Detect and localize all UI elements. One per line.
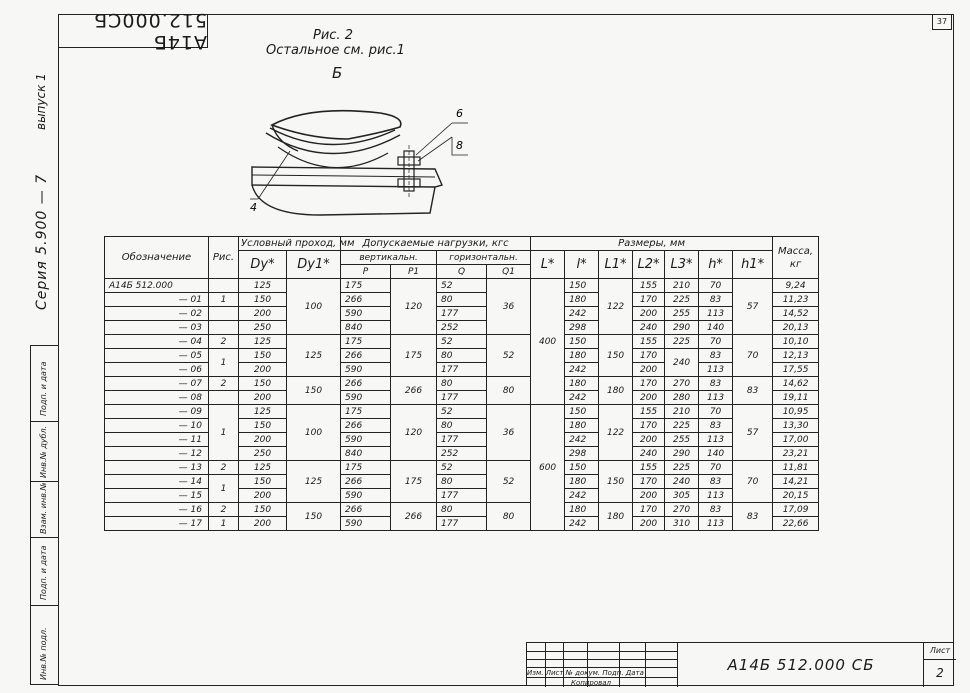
strip-label: Инв.№ подл. xyxy=(39,627,48,680)
cell-l1: 122 xyxy=(599,279,633,335)
cell-q1: 52 xyxy=(487,335,531,377)
cell-l: 242 xyxy=(565,363,599,377)
cell-q: 52 xyxy=(437,405,487,419)
cell-h: 83 xyxy=(699,349,733,363)
cell-l: 180 xyxy=(565,419,599,433)
cell-dy1: 125 xyxy=(287,461,341,503)
cell-q1: 80 xyxy=(487,377,531,405)
header-nominal-bore: Условный проход, мм xyxy=(239,237,341,251)
header-p: P xyxy=(341,265,391,279)
cell-mass: 19,11 xyxy=(773,391,819,405)
table-row xyxy=(105,405,819,419)
header-q1: Q1 xyxy=(487,265,531,279)
figure-view-label: Б xyxy=(332,64,343,82)
cell-l2: 170 xyxy=(633,419,665,433)
strip-cell xyxy=(31,346,59,422)
strip-cell xyxy=(31,422,59,482)
cell-l2: 155 xyxy=(633,335,665,349)
cell-mass: 14,62 xyxy=(773,377,819,391)
cell-dy1: 150 xyxy=(287,377,341,405)
cell-q: 52 xyxy=(437,279,487,293)
cell-mass: 11,81 xyxy=(773,461,819,475)
cell-p: 175 xyxy=(341,405,391,419)
header-l3: L3* xyxy=(665,251,699,279)
cell-l3: 255 xyxy=(665,307,699,321)
cell-q: 80 xyxy=(437,377,487,391)
cell-mass: 10,10 xyxy=(773,335,819,349)
table-row xyxy=(105,279,819,293)
cell-p1: 175 xyxy=(391,335,437,377)
cell-dy: 200 xyxy=(239,363,287,377)
cell-dy: 150 xyxy=(239,377,287,391)
cell-designation: — 05 xyxy=(105,349,209,363)
cell-l3: 225 xyxy=(665,419,699,433)
cell-l1: 150 xyxy=(599,461,633,503)
cell-dy: 200 xyxy=(239,433,287,447)
cell-l2: 170 xyxy=(633,475,665,489)
title-block xyxy=(526,642,954,686)
title-block-code: А14Б 512.000 СБ xyxy=(677,643,924,687)
cell-fig: 1 xyxy=(209,517,239,531)
cell-mass: 22,66 xyxy=(773,517,819,531)
cell-l: 150 xyxy=(565,405,599,419)
cell-l3: 310 xyxy=(665,517,699,531)
cell-l2: 170 xyxy=(633,377,665,391)
cell-h: 83 xyxy=(699,475,733,489)
header-l1: L1* xyxy=(599,251,633,279)
cell-mass: 17,09 xyxy=(773,503,819,517)
cell-h: 83 xyxy=(699,503,733,517)
cell-mass: 23,21 xyxy=(773,447,819,461)
cell-designation: — 15 xyxy=(105,489,209,503)
cell-l: 150 xyxy=(565,279,599,293)
cell-designation: — 01 xyxy=(105,293,209,307)
cell-dy: 150 xyxy=(239,503,287,517)
table-row xyxy=(105,377,819,391)
cell-mass: 17,55 xyxy=(773,363,819,377)
cell-l3: 240 xyxy=(665,475,699,489)
cell-l: 150 xyxy=(565,335,599,349)
cell-l2: 200 xyxy=(633,433,665,447)
cell-fig: 1 xyxy=(209,405,239,461)
cell-dy: 200 xyxy=(239,489,287,503)
cell-dy: 125 xyxy=(239,335,287,349)
cell-h: 140 xyxy=(699,447,733,461)
cell-l2: 200 xyxy=(633,391,665,405)
cell-fig: 2 xyxy=(209,377,239,391)
cell-l1: 180 xyxy=(599,377,633,405)
cell-h: 113 xyxy=(699,363,733,377)
cell-dy: 200 xyxy=(239,307,287,321)
cell-l2: 155 xyxy=(633,461,665,475)
support-drawing xyxy=(230,95,490,225)
cell-h: 140 xyxy=(699,321,733,335)
cell-h: 113 xyxy=(699,489,733,503)
cell-fig xyxy=(209,279,239,293)
cell-designation: — 14 xyxy=(105,475,209,489)
cell-q: 52 xyxy=(437,461,487,475)
header-dy1: Dу1* xyxy=(287,251,341,279)
strip-label: Взам. инв.№ xyxy=(39,482,48,534)
cell-p: 266 xyxy=(341,475,391,489)
cell-h: 70 xyxy=(699,279,733,293)
table-row xyxy=(105,461,819,475)
cell-designation: — 04 xyxy=(105,335,209,349)
cell-l3: 240 xyxy=(665,349,699,377)
cell-p: 266 xyxy=(341,349,391,363)
cell-h: 70 xyxy=(699,335,733,349)
cell-fig: 2 xyxy=(209,335,239,349)
table-row xyxy=(105,335,819,349)
cell-p: 266 xyxy=(341,377,391,391)
cell-h: 113 xyxy=(699,307,733,321)
header-h: h* xyxy=(699,251,733,279)
cell-mass: 13,30 xyxy=(773,419,819,433)
cell-p: 266 xyxy=(341,419,391,433)
cell-l: 242 xyxy=(565,517,599,531)
cell-l2: 155 xyxy=(633,405,665,419)
sheet-label: Лист xyxy=(924,643,956,660)
cell-dy: 125 xyxy=(239,279,287,293)
cell-l3: 225 xyxy=(665,461,699,475)
cell-l: 180 xyxy=(565,293,599,307)
cell-dy1: 100 xyxy=(287,279,341,335)
cell-dy: 250 xyxy=(239,447,287,461)
cell-fig xyxy=(209,391,239,405)
table-row xyxy=(105,517,819,531)
cell-h: 83 xyxy=(699,419,733,433)
cell-l: 180 xyxy=(565,503,599,517)
cell-p: 266 xyxy=(341,293,391,307)
cell-designation: А14Б 512.000 xyxy=(105,279,209,293)
cell-p: 175 xyxy=(341,461,391,475)
cell-dy1: 125 xyxy=(287,335,341,377)
cell-h: 113 xyxy=(699,517,733,531)
cell-q: 177 xyxy=(437,307,487,321)
cell-dy: 150 xyxy=(239,419,287,433)
table-row xyxy=(105,307,819,321)
sheet-number: 2 xyxy=(936,666,944,680)
specification-table xyxy=(104,236,819,531)
header-vertical: вертикальн. xyxy=(341,251,437,265)
cell-designation: — 10 xyxy=(105,419,209,433)
cell-l2: 170 xyxy=(633,293,665,307)
sheet-box xyxy=(923,643,956,687)
cell-mass: 9,24 xyxy=(773,279,819,293)
header-l: l* xyxy=(565,251,599,279)
cell-l3: 225 xyxy=(665,335,699,349)
cell-fig: 2 xyxy=(209,461,239,475)
header-p1: P1 xyxy=(391,265,437,279)
cell-l3: 270 xyxy=(665,503,699,517)
figure-callout-6: 6 xyxy=(456,107,463,120)
cell-designation: — 07 xyxy=(105,377,209,391)
table-row xyxy=(105,475,819,489)
cell-h: 83 xyxy=(699,293,733,307)
table-row xyxy=(105,349,819,363)
cell-l: 180 xyxy=(565,349,599,363)
cell-L: 600 xyxy=(531,405,565,531)
cell-p1: 175 xyxy=(391,461,437,503)
cell-l3: 305 xyxy=(665,489,699,503)
cell-l1: 180 xyxy=(599,503,633,531)
cell-designation: — 13 xyxy=(105,461,209,475)
cell-designation: — 08 xyxy=(105,391,209,405)
header-allowable-loads: Допускаемые нагрузки, кгс xyxy=(341,237,531,251)
cell-mass: 20,13 xyxy=(773,321,819,335)
cell-p1: 266 xyxy=(391,503,437,531)
cell-p: 590 xyxy=(341,391,391,405)
table-row xyxy=(105,391,819,405)
cell-h1: 83 xyxy=(733,503,773,531)
strip-cell xyxy=(31,538,59,606)
cell-q1: 80 xyxy=(487,503,531,531)
cell-p: 590 xyxy=(341,489,391,503)
cell-q: 80 xyxy=(437,419,487,433)
cell-h1: 57 xyxy=(733,279,773,335)
cell-p1: 120 xyxy=(391,405,437,461)
cell-q: 80 xyxy=(437,503,487,517)
cell-dy: 150 xyxy=(239,293,287,307)
header-L: L* xyxy=(531,251,565,279)
cell-dy: 150 xyxy=(239,475,287,489)
cell-designation: — 06 xyxy=(105,363,209,377)
cell-l: 242 xyxy=(565,307,599,321)
table-row xyxy=(105,293,819,307)
strip-label: Подп. и дата xyxy=(39,361,48,416)
cell-l3: 225 xyxy=(665,293,699,307)
figure-title: Рис. 2 xyxy=(313,28,353,43)
header-horizontal: горизонтальн. xyxy=(437,251,531,265)
cell-p: 175 xyxy=(341,279,391,293)
header-dimensions: Размеры, мм xyxy=(531,237,773,251)
cell-p: 590 xyxy=(341,517,391,531)
cell-mass: 14,21 xyxy=(773,475,819,489)
cell-h: 83 xyxy=(699,377,733,391)
table-row xyxy=(105,321,819,335)
cell-l2: 200 xyxy=(633,307,665,321)
cell-q: 177 xyxy=(437,433,487,447)
cell-l2: 170 xyxy=(633,349,665,363)
header-dy: Dу* xyxy=(239,251,287,279)
left-signature-strip xyxy=(30,345,58,685)
strip-label: Инв.№ дубл. xyxy=(39,425,48,478)
cell-l3: 270 xyxy=(665,377,699,391)
cell-l3: 280 xyxy=(665,391,699,405)
table-row xyxy=(105,503,819,517)
cell-q1: 36 xyxy=(487,405,531,461)
figure-callout-4: 4 xyxy=(250,201,257,214)
figure-callout-8: 8 xyxy=(456,139,463,152)
cell-fig xyxy=(209,307,239,321)
header-l2: L2* xyxy=(633,251,665,279)
cell-l: 150 xyxy=(565,461,599,475)
cell-l3: 290 xyxy=(665,321,699,335)
cell-h: 70 xyxy=(699,461,733,475)
header-h1: h1* xyxy=(733,251,773,279)
cell-dy: 150 xyxy=(239,349,287,363)
cell-h1: 83 xyxy=(733,377,773,405)
cell-l3: 210 xyxy=(665,279,699,293)
cell-mass: 14,52 xyxy=(773,307,819,321)
header-designation: Обозначение xyxy=(105,237,209,279)
cell-q1: 52 xyxy=(487,461,531,503)
header-q: Q xyxy=(437,265,487,279)
header-fig: Рис. xyxy=(209,237,239,279)
cell-designation: — 16 xyxy=(105,503,209,517)
cell-p1: 266 xyxy=(391,377,437,405)
cell-dy: 125 xyxy=(239,461,287,475)
header-mass: Масса, кг xyxy=(773,237,819,279)
cell-designation: — 02 xyxy=(105,307,209,321)
cell-dy: 200 xyxy=(239,517,287,531)
cell-q: 177 xyxy=(437,517,487,531)
cell-designation: — 12 xyxy=(105,447,209,461)
cell-l: 242 xyxy=(565,433,599,447)
cell-mass: 11,23 xyxy=(773,293,819,307)
cell-l3: 290 xyxy=(665,447,699,461)
cell-q1: 36 xyxy=(487,279,531,335)
cell-p: 266 xyxy=(341,503,391,517)
cell-h: 70 xyxy=(699,405,733,419)
cell-dy: 200 xyxy=(239,391,287,405)
cell-l: 180 xyxy=(565,377,599,391)
cell-fig xyxy=(209,321,239,335)
cell-l1: 150 xyxy=(599,335,633,377)
cell-mass: 17,00 xyxy=(773,433,819,447)
cell-q: 80 xyxy=(437,349,487,363)
cell-q: 252 xyxy=(437,447,487,461)
cell-designation: — 11 xyxy=(105,433,209,447)
strip-cell xyxy=(31,482,59,538)
cell-h1: 70 xyxy=(733,335,773,377)
cell-l: 242 xyxy=(565,489,599,503)
strip-cell xyxy=(31,606,59,686)
cell-p: 590 xyxy=(341,363,391,377)
cell-designation: — 09 xyxy=(105,405,209,419)
cell-p: 590 xyxy=(341,307,391,321)
cell-l2: 200 xyxy=(633,517,665,531)
cell-h: 113 xyxy=(699,433,733,447)
strip-label: Подп. и дата xyxy=(39,545,48,600)
cell-l2: 240 xyxy=(633,321,665,335)
cell-designation: — 03 xyxy=(105,321,209,335)
cell-l: 298 xyxy=(565,447,599,461)
cell-q: 80 xyxy=(437,293,487,307)
cell-fig: 1 xyxy=(209,293,239,307)
cell-fig: 1 xyxy=(209,475,239,503)
cell-l2: 200 xyxy=(633,363,665,377)
sheet-corner-number: 37 xyxy=(932,14,952,30)
cell-l1: 122 xyxy=(599,405,633,461)
cell-p1: 120 xyxy=(391,279,437,335)
cell-l2: 170 xyxy=(633,503,665,517)
cell-L: 400 xyxy=(531,279,565,405)
cell-h: 113 xyxy=(699,391,733,405)
cell-p: 590 xyxy=(341,433,391,447)
cell-h1: 70 xyxy=(733,461,773,503)
cell-fig: 2 xyxy=(209,503,239,517)
cell-l2: 200 xyxy=(633,489,665,503)
cell-l: 242 xyxy=(565,391,599,405)
cell-l3: 210 xyxy=(665,405,699,419)
cell-l3: 255 xyxy=(665,433,699,447)
side-issue: выпуск 1 xyxy=(34,73,48,130)
cell-mass: 12,13 xyxy=(773,349,819,363)
cell-p: 175 xyxy=(341,335,391,349)
cell-l2: 155 xyxy=(633,279,665,293)
cell-p: 840 xyxy=(341,321,391,335)
drawing-code-stamp xyxy=(58,9,208,53)
cell-dy: 250 xyxy=(239,321,287,335)
revision-labels: Изм. Лист № докум. Подп. Дата xyxy=(527,669,644,677)
cell-q: 80 xyxy=(437,475,487,489)
cell-q: 177 xyxy=(437,391,487,405)
cell-q: 252 xyxy=(437,321,487,335)
cell-mass: 20,15 xyxy=(773,489,819,503)
cell-mass: 10,95 xyxy=(773,405,819,419)
cell-l: 180 xyxy=(565,475,599,489)
cell-designation: — 17 xyxy=(105,517,209,531)
figure-note: Остальное см. рис.1 xyxy=(266,43,405,58)
side-series: Серия 5.900 — 7 xyxy=(34,173,50,310)
cell-h1: 57 xyxy=(733,405,773,461)
cell-dy1: 100 xyxy=(287,405,341,461)
cell-q: 52 xyxy=(437,335,487,349)
cell-l: 298 xyxy=(565,321,599,335)
cell-fig: 1 xyxy=(209,349,239,377)
copied-label: Копировал xyxy=(571,679,611,687)
cell-dy: 125 xyxy=(239,405,287,419)
cell-q: 177 xyxy=(437,363,487,377)
drawing-code-top: А14Б 512.000СБ xyxy=(93,9,207,53)
cell-l2: 240 xyxy=(633,447,665,461)
cell-p: 840 xyxy=(341,447,391,461)
cell-q: 177 xyxy=(437,489,487,503)
cell-dy1: 150 xyxy=(287,503,341,531)
